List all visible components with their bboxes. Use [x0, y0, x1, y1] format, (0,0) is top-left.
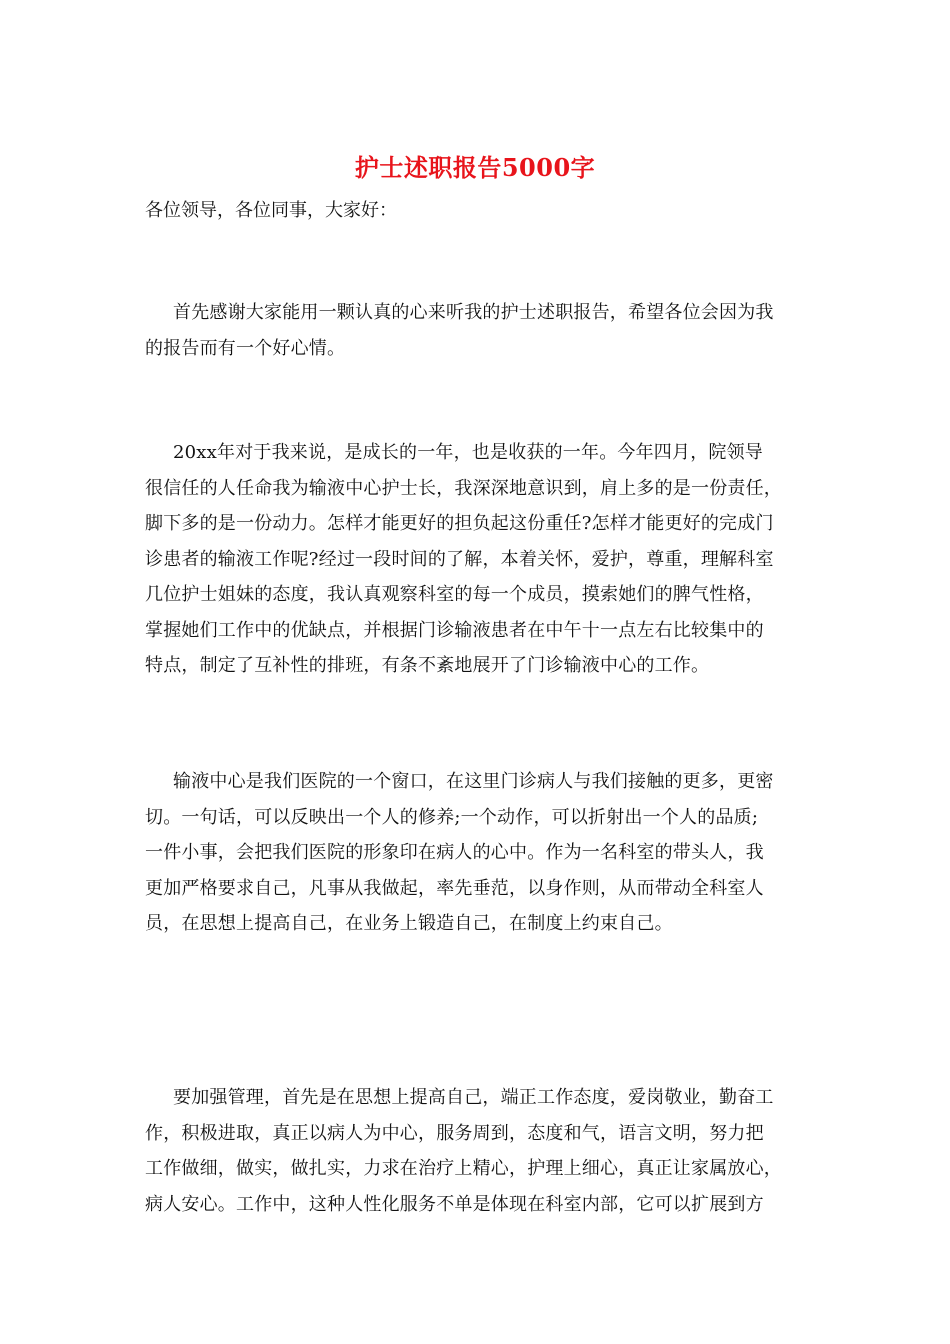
paragraph-4: [145, 1080, 815, 1222]
paragraph-line: 作，积极进取，真正以病人为中心，服务周到，态度和气，语言文明，努力把: [145, 1122, 764, 1144]
paragraph-line: 脚下多的是一份动力。怎样才能更好的担负起这份重任?怎样才能更好的完成门: [145, 513, 774, 534]
paragraph-line: 工作做细，做实，做扎实，力求在治疗上精心，护理上细心，真正让家属放心，: [145, 1158, 782, 1179]
greeting-line: 各位领导，各位同事，大家好：: [145, 200, 397, 221]
paragraph-line: 更加严格要求自己，凡事从我做起，率先垂范，以身作则，从而带动全科室人: [145, 877, 764, 899]
paragraph-line: 的报告而有一个好心情。: [145, 337, 346, 359]
paragraph-1: [145, 295, 815, 366]
paragraph-line: 首先感谢大家能用一颗认真的心来听我的护士述职报告，希望各位会因为我: [173, 302, 774, 323]
paragraph-2: [145, 435, 815, 684]
paragraph-line: 诊患者的输液工作呢?经过一段时间的了解，本着关怀，爱护，尊重，理解科室: [145, 548, 774, 570]
paragraph-line: 20xx年对于我来说，是成长的一年，也是收获的一年。今年四月，院领导: [173, 442, 764, 463]
paragraph-3: [145, 764, 815, 942]
paragraph-line: 要加强管理，首先是在思想上提高自己，端正工作态度，爱岗敬业，勤奋工: [173, 1087, 774, 1108]
paragraph-line: 切。一句话，可以反映出一个人的修养;一个动作，可以折射出一个人的品质;: [145, 806, 759, 828]
document-title: 护士述职报告5000字: [354, 153, 596, 182]
paragraph-line: 病人安心。工作中，这种人性化服务不单是体现在科室内部，它可以扩展到方: [145, 1193, 764, 1215]
paragraph-line: 员，在思想上提高自己，在业务上锻造自己，在制度上约束自己。: [145, 913, 673, 934]
paragraph-line: 一件小事，会把我们医院的形象印在病人的心中。作为一名科室的带头人，我: [145, 842, 764, 863]
paragraph-line: 输液中心是我们医院的一个窗口，在这里门诊病人与我们接触的更多，更密: [173, 771, 774, 792]
paragraph-line: 很信任的人任命我为输液中心护士长，我深深地意识到，肩上多的是一份责任，: [145, 477, 782, 499]
paragraph-line: 掌握她们工作中的优缺点，并根据门诊输液患者在中午十一点左右比较集中的: [145, 619, 764, 641]
paragraph-line: 特点，制定了互补性的排班，有条不紊地展开了门诊输液中心的工作。: [145, 655, 710, 676]
paragraph-line: 几位护士姐妹的态度，我认真观察科室的每一个成员，摸索她们的脾气性格，: [145, 584, 764, 605]
